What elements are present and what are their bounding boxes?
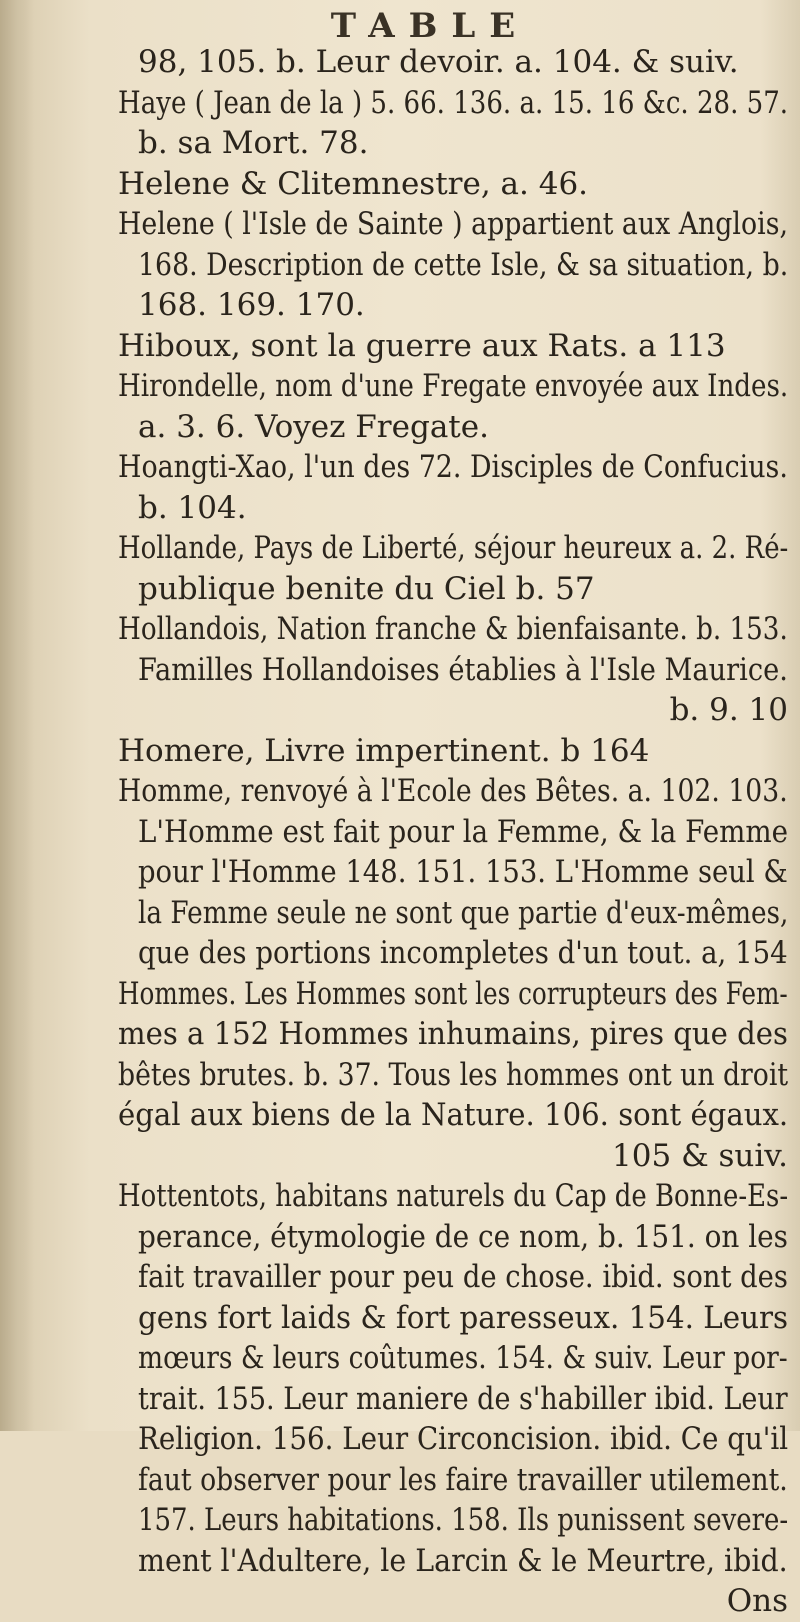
index-line: Homme, renvoyé à l'Ecole des Bêtes. a. 102. 103.	[118, 773, 788, 809]
index-line: que des portions incompletes d'un tout. a, 154	[138, 935, 788, 971]
page-header: TABLE	[330, 6, 530, 46]
index-line: 168. 169. 170.	[138, 287, 365, 323]
index-line: Hollandois, Nation franche & bienfaisante. b. 153.	[118, 611, 788, 647]
index-line: la Femme seule ne sont que partie d'eux-mêmes,	[138, 894, 788, 931]
index-line: 168. Description de cette Isle, & sa situation, b.	[138, 246, 788, 283]
index-line: trait. 155. Leur maniere de s'habiller ibid. Leur	[138, 1380, 788, 1417]
index-line: mes a 152 Hommes inhumains, pires que des	[118, 1016, 788, 1052]
index-line: b. 9. 10	[669, 692, 788, 728]
index-line: perance, étymologie de ce nom, b. 151. on les	[138, 1218, 788, 1255]
index-line: ment l'Adultere, le Larcin & le Meurtre, ibid.	[138, 1542, 788, 1579]
index-line: b. 104.	[138, 489, 247, 526]
index-line: L'Homme est fait pour la Femme, & la Femme	[138, 813, 788, 850]
index-line: Helene & Clitemnestre, a. 46.	[118, 165, 589, 202]
index-line: Hommes. Les Hommes sont les corrupteurs des Fem-	[118, 975, 788, 1012]
index-line: 98, 105. b. Leur devoir. a. 104. & suiv.	[138, 44, 739, 80]
index-line: Ons	[726, 1583, 788, 1619]
index-line: fait travailler pour peu de chose. ibid. sont des	[138, 1259, 788, 1295]
index-line: Familles Hollandoises établies à l'Isle Maurice.	[138, 651, 788, 688]
index-line: Homere, Livre impertinent. b 164	[118, 732, 650, 769]
index-line: égal aux biens de la Nature. 106. sont égaux.	[118, 1097, 788, 1133]
index-line: publique benite du Ciel b. 57	[138, 570, 595, 607]
index-line: pour l'Homme 148. 151. 153. L'Homme seul &	[138, 854, 788, 890]
index-line: mœurs & leurs coûtumes. 154. & suiv. Leur por-	[138, 1340, 788, 1376]
index-line: gens fort laids & fort paresseux. 154. Leurs	[138, 1299, 788, 1336]
index-line: 105 & suiv.	[612, 1137, 788, 1174]
index-line: Hottentots, habitans naturels du Cap de Bonne-Es-	[118, 1178, 788, 1214]
page-gutter	[0, 0, 34, 1431]
index-entries	[118, 42, 788, 1622]
index-line: b. sa Mort. 78.	[138, 125, 369, 161]
index-line: Hiboux, sont la guerre aux Rats. a 113	[118, 327, 726, 364]
index-line: a. 3. 6. Voyez Fregate.	[138, 408, 489, 445]
index-line: Hirondelle, nom d'une Fregate envoyée aux Indes.	[118, 368, 788, 404]
index-line: Religion. 156. Leur Circoncision. ibid. Ce qu'il	[138, 1421, 788, 1457]
index-line: bêtes brutes. b. 37. Tous les hommes ont un droit	[118, 1056, 788, 1093]
index-line: Haye ( Jean de la ) 5. 66. 136. a. 15. 16 &c. 28. 57.	[118, 84, 788, 121]
index-line: Hollande, Pays de Liberté, séjour heureux a. 2. Ré-	[118, 530, 788, 566]
index-line: 157. Leurs habitations. 158. Ils punissent severe-	[138, 1502, 788, 1538]
index-line: Hoangti-Xao, l'un des 72. Disciples de Confucius.	[118, 449, 788, 485]
index-line: faut observer pour les faire travailler utilement.	[138, 1461, 788, 1498]
index-line: Helene ( l'Isle de Sainte ) appartient aux Anglois,	[118, 206, 788, 242]
